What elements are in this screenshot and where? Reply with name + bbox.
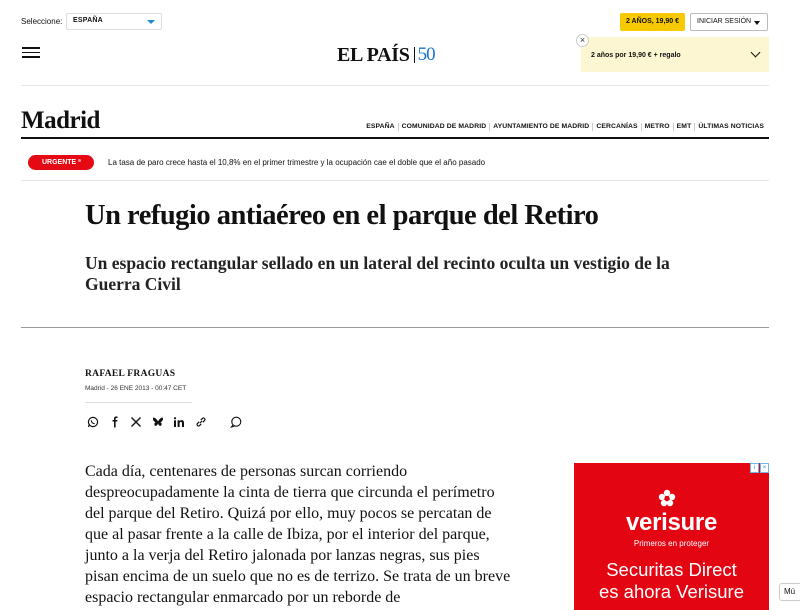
- article-body: Cada día, centenares de personas surcan corriendo despreocupadamente la cinta de tierra que circunda el perímetro del parque del Retiro. Quizá por ello, muy pocos se percatan de que al pasar frente a la calle de Ibiza, por el interior del parque, junto a la verja del Retiro jalonada por lanzas negras, sus pies pisan encima de un suelo que no es de terrizo. Se trata de un breve espacio rectangular enmarcado por un reborde de: [85, 463, 511, 606]
- ad-tagline: Primeros en proteger: [633, 539, 710, 548]
- promo-text: 2 años por 19,90 € + regalo: [591, 52, 681, 59]
- linkedin-icon[interactable]: [171, 414, 187, 430]
- whatsapp-icon[interactable]: [85, 414, 101, 430]
- logo-name: EL PAÍS: [337, 43, 410, 66]
- urgent-divider: [21, 180, 769, 181]
- headline-divider: [21, 327, 769, 328]
- share-bar: [85, 414, 250, 430]
- ad-headline-line-1: Securitas Direct: [606, 559, 737, 580]
- promo-banner[interactable]: [581, 37, 769, 72]
- facebook-icon[interactable]: [107, 414, 123, 430]
- section-nav-item[interactable]: ESPAÑA: [366, 123, 395, 130]
- byline-divider: [85, 402, 192, 403]
- edition-select[interactable]: [66, 13, 162, 30]
- logo-anniversary-badge: 50: [417, 44, 435, 65]
- ad-choices[interactable]: [749, 463, 769, 473]
- top-bar: [0, 0, 800, 42]
- header-divider: [21, 85, 769, 86]
- ad-close-icon[interactable]: ×: [760, 463, 769, 473]
- section-nav: [363, 123, 767, 131]
- comment-icon[interactable]: [228, 414, 244, 430]
- article-headline: Un refugio antiaéreo en el parque del Retiro: [85, 200, 599, 231]
- ad-headline-line-2: es ahora Verisure: [598, 581, 744, 602]
- logo-divider: [414, 47, 415, 63]
- logo[interactable]: [337, 42, 435, 68]
- x-icon[interactable]: [128, 414, 144, 430]
- section-nav-item[interactable]: METRO: [641, 123, 673, 131]
- urgent-bar[interactable]: [21, 150, 769, 175]
- live-dot-icon: [78, 159, 81, 162]
- link-icon[interactable]: [193, 414, 209, 430]
- section-nav-item[interactable]: AYUNTAMIENTO DE MADRID: [489, 123, 592, 131]
- login-label: INICIAR SESIÓN: [697, 18, 752, 25]
- chevron-down-icon[interactable]: [751, 48, 761, 58]
- section-nav-item[interactable]: EMT: [673, 123, 695, 131]
- author-name[interactable]: RAFAEL FRAGUAS: [85, 369, 176, 379]
- dateline: Madrid - 26 ENE 2013 - 00:47 CET: [85, 385, 187, 392]
- edition-label: Seleccione:: [21, 17, 63, 26]
- urgent-badge: [28, 155, 94, 170]
- ad-brand: verisure: [626, 509, 717, 536]
- verisure-logo-icon: [658, 489, 676, 507]
- section-nav-item[interactable]: COMUNIDAD DE MADRID: [398, 123, 490, 131]
- edition-value: ESPAÑA: [73, 17, 103, 24]
- urgent-headline[interactable]: La tasa de paro crece hasta el 10,8% en el primer trimestre y la ocupación cae el doble que el año pasado: [108, 158, 486, 167]
- section-rule: [21, 137, 769, 139]
- section-nav-item[interactable]: ÚLTIMAS NOTICIAS: [694, 123, 767, 131]
- article-subheadline: Un espacio rectangular sellado en un lateral del recinto oculta un vestigio de la Guerra Civil: [85, 253, 670, 294]
- section-title[interactable]: Madrid: [21, 107, 100, 134]
- bluesky-icon[interactable]: [150, 414, 166, 430]
- section-nav-item[interactable]: CERCANÍAS: [592, 123, 640, 131]
- chevron-down-icon: [754, 21, 760, 25]
- hamburger-menu-icon[interactable]: [22, 47, 40, 59]
- advertisement[interactable]: [574, 463, 769, 610]
- side-tab[interactable]: Mú: [779, 583, 800, 601]
- close-icon[interactable]: ×: [576, 34, 589, 47]
- ad-info-icon[interactable]: i: [750, 463, 759, 473]
- subscribe-button[interactable]: 2 AÑOS, 19,90 €: [620, 13, 685, 31]
- urgent-label: URGENTE: [42, 159, 77, 166]
- login-button[interactable]: [690, 13, 768, 31]
- chevron-down-icon: [147, 20, 155, 24]
